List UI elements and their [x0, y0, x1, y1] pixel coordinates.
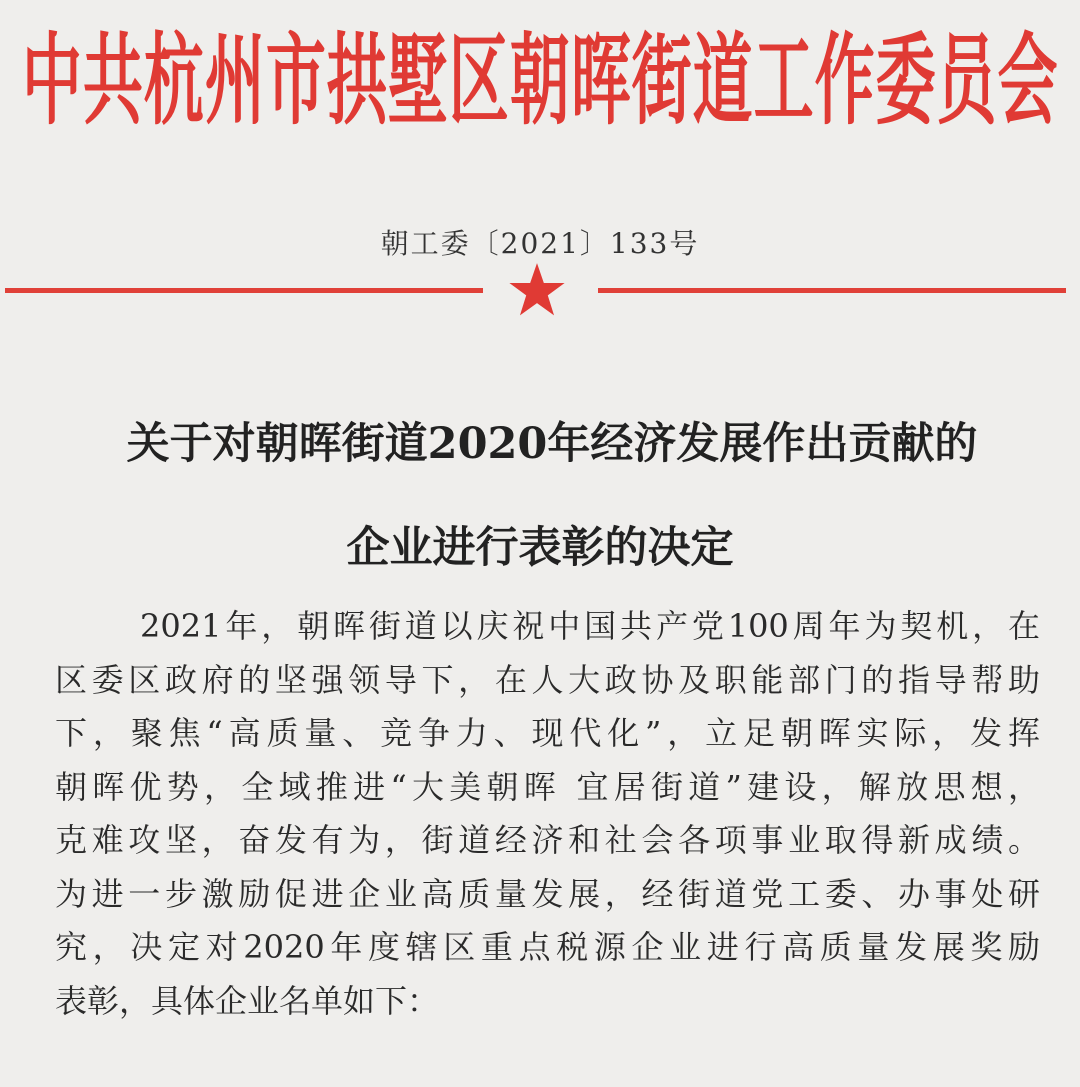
document-title-line-1: 关于对朝晖街道2020年经济发展作出贡献的: [126, 419, 978, 469]
red-star-icon: [508, 262, 566, 320]
document-number: 朝工委〔2021〕133号: [380, 227, 700, 260]
body-line: 下，聚焦“高质量、竞争力、现代化”，立足朝晖实际，发挥: [55, 714, 1040, 752]
issuer-header: 中共杭州市拱墅区朝晖街道工作委员会: [22, 23, 1058, 140]
body-line: 表彰，具体企业名单如下：: [55, 981, 440, 1020]
body-line: 克难攻坚，奋发有为，街道经济和社会各项事业取得新成绩。: [55, 821, 1040, 859]
body-line: 朝晖优势，全域推进“大美朝晖 宜居街道”建设，解放思想，: [55, 767, 1040, 806]
red-divider-left: [5, 288, 483, 293]
red-divider-right: [598, 288, 1066, 293]
body-text: [55, 600, 1040, 1028]
body-line: 区委区政府的坚强领导下，在人大政协及职能部门的指导帮助: [55, 660, 1040, 699]
document-title-line-2: 企业进行表彰的决定: [346, 523, 734, 573]
body-line: 究，决定对2020年度辖区重点税源企业进行高质量发展奖励: [55, 928, 1040, 966]
body-line: 为进一步激励促进企业高质量发展，经街道党工委、办事处研: [55, 874, 1040, 913]
body-line: 2021年，朝晖街道以庆祝中国共产党100周年为契机，在: [140, 607, 1040, 645]
